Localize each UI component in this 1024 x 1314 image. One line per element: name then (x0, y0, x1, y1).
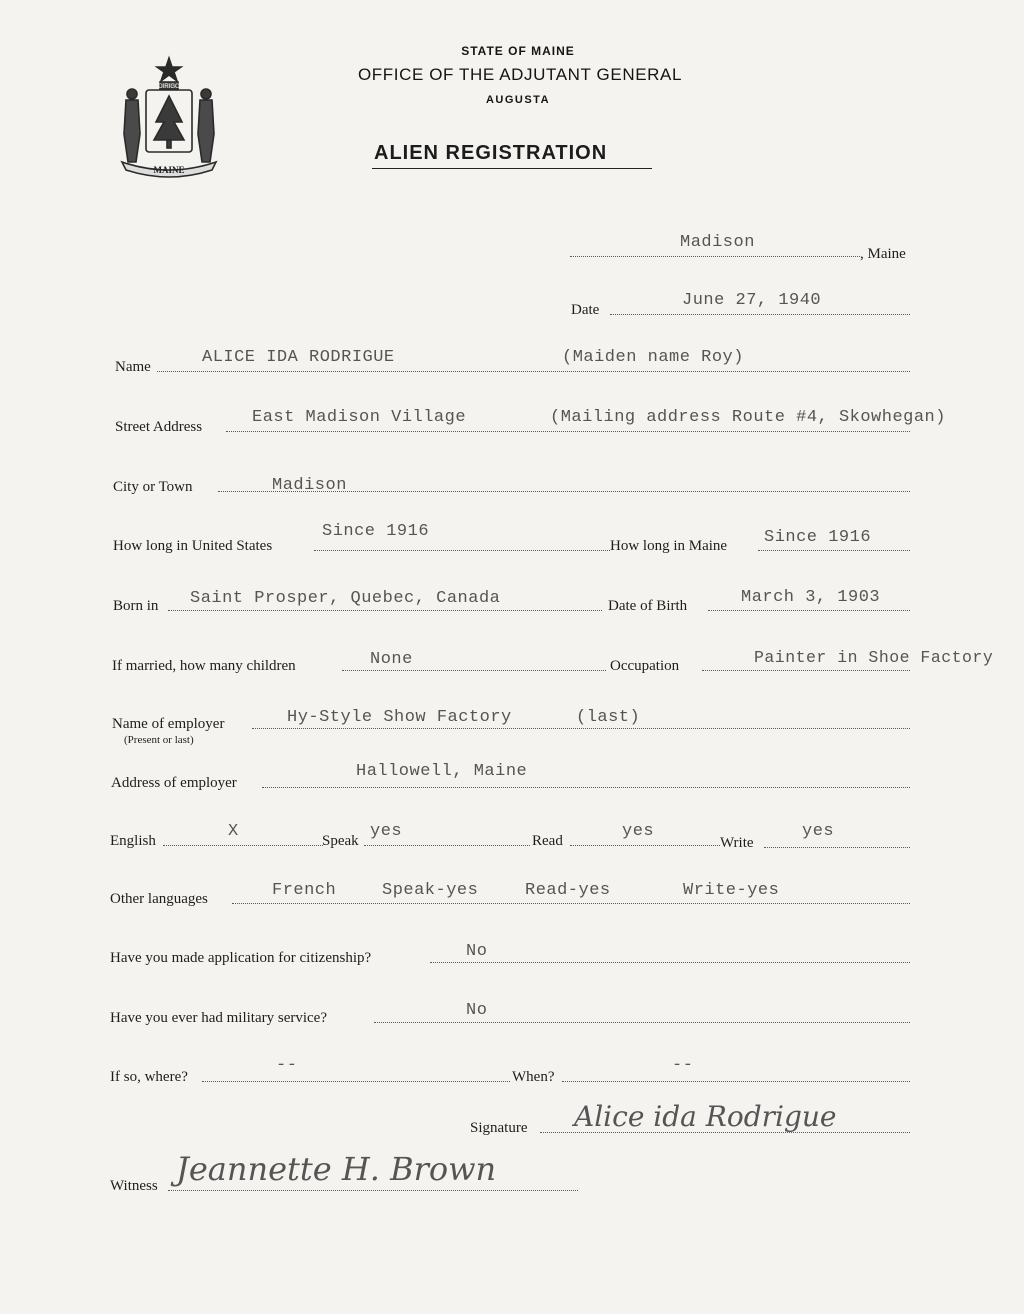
how-long-maine-label: How long in Maine (610, 538, 728, 554)
children-line (342, 670, 606, 671)
name-line (157, 371, 910, 372)
occupation-line (702, 670, 910, 671)
other-read-value: Read-yes (525, 881, 611, 900)
town-value: Madison (680, 233, 755, 252)
city-town-label: City or Town (113, 479, 193, 495)
street-address-value: East Madison Village (252, 408, 467, 427)
born-in-label: Born in (113, 598, 159, 614)
employer-address-label: Address of employer (111, 775, 237, 791)
employer-line (252, 728, 910, 729)
maine-suffix-label: , Maine (860, 246, 906, 262)
read-value: yes (622, 822, 655, 841)
employer-note-label: (Present or last) (124, 734, 194, 746)
witness-value: Jeannette H. Brown (176, 1150, 497, 1188)
how-long-us-label: How long in United States (113, 538, 273, 554)
street-address-label: Street Address (115, 419, 203, 435)
city-town-value: Madison (272, 476, 347, 495)
witness-label: Witness (110, 1178, 158, 1194)
town-line (570, 256, 860, 257)
employer-address-line (262, 787, 910, 788)
if-so-where-line (202, 1081, 510, 1082)
how-long-maine-line (758, 550, 910, 551)
if-so-where-label: If so, where? (110, 1069, 188, 1085)
when-line (562, 1081, 910, 1082)
employer-note-value: (last) (576, 708, 641, 727)
english-line (163, 845, 323, 846)
write-value: yes (802, 822, 835, 841)
born-in-line (168, 610, 602, 611)
witness-line (168, 1190, 578, 1191)
citizenship-label: Have you made application for citizenship? (110, 950, 372, 966)
date-line (610, 314, 910, 315)
header-city: AUGUSTA (485, 94, 551, 106)
other-language-value: French (272, 881, 337, 900)
other-languages-label: Other languages (110, 891, 208, 907)
header-office: OFFICE OF THE ADJUTANT GENERAL (357, 65, 683, 84)
children-value: None (370, 650, 413, 669)
dob-line (708, 610, 910, 611)
when-value: -- (672, 1056, 694, 1075)
how-long-us-line (314, 550, 610, 551)
speak-line (364, 845, 530, 846)
how-long-maine-value: Since 1916 (764, 528, 872, 547)
maiden-name-value: (Maiden name Roy) (562, 348, 744, 367)
name-label: Name (115, 359, 151, 375)
read-label: Read (532, 833, 563, 849)
employer-value: Hy-Style Show Factory (287, 708, 512, 727)
speak-value: yes (370, 822, 403, 841)
other-speak-value: Speak-yes (382, 881, 479, 900)
when-label: When? (512, 1069, 555, 1085)
form-title: ALIEN REGISTRATION (374, 142, 608, 164)
seal-motto: DIRIGO (158, 84, 180, 90)
header-state: STATE OF MAINE (461, 44, 575, 58)
occupation-value: Painter in Shoe Factory (754, 648, 994, 667)
other-write-value: Write-yes (683, 881, 780, 900)
read-line (570, 845, 720, 846)
english-label: English (110, 833, 156, 849)
english-value: X (228, 822, 239, 841)
write-label: Write (720, 835, 754, 851)
signature-label: Signature (470, 1120, 528, 1136)
employer-address-value: Hallowell, Maine (356, 762, 528, 781)
mailing-address-value: (Mailing address Route #4, Skowhegan) (550, 408, 946, 427)
title-underline (372, 168, 652, 169)
children-label: If married, how many children (112, 658, 296, 674)
speak-label: Speak (322, 833, 359, 849)
citizenship-line (430, 962, 910, 963)
write-line (764, 847, 910, 848)
born-in-value: Saint Prosper, Quebec, Canada (190, 589, 501, 608)
date-label: Date (571, 302, 600, 318)
seal-banner: MAINE (153, 165, 185, 175)
date-value: June 27, 1940 (682, 291, 822, 310)
other-languages-line (232, 903, 910, 904)
street-address-line (226, 431, 910, 432)
how-long-us-value: Since 1916 (322, 522, 430, 541)
military-value: No (466, 1001, 488, 1020)
name-value: ALICE IDA RODRIGUE (202, 348, 395, 367)
occupation-label: Occupation (610, 658, 680, 674)
where-value: -- (276, 1056, 298, 1075)
citizenship-value: No (466, 942, 488, 961)
employer-label: Name of employer (112, 716, 225, 732)
dob-label: Date of Birth (608, 598, 688, 614)
military-label: Have you ever had military service? (110, 1010, 327, 1026)
signature-value: Alice ida Rodrigue (574, 1100, 837, 1133)
military-line (374, 1022, 910, 1023)
dob-value: March 3, 1903 (741, 588, 881, 607)
